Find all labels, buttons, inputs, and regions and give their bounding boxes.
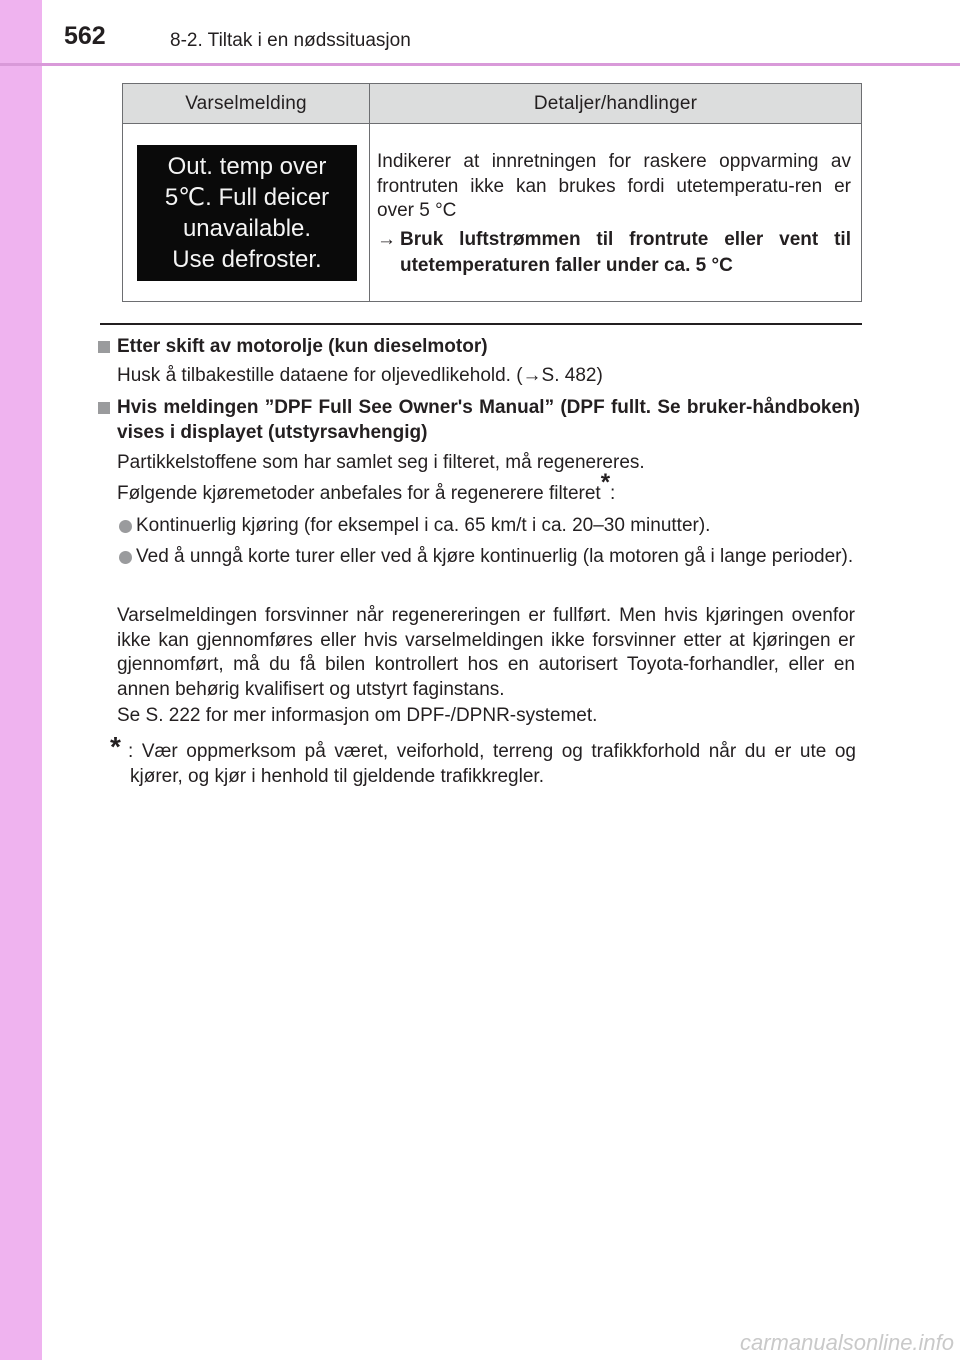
dpf-text-4: Se S. 222 for mer informasjon om DPF-/DPNR-systemet. — [117, 705, 598, 726]
page-number: 562 — [64, 22, 106, 50]
section-rule — [100, 323, 862, 325]
square-bullet-icon — [98, 402, 110, 414]
table-header-varselmelding: Varselmelding — [185, 93, 307, 114]
display-line: Use defroster. — [172, 246, 322, 273]
header-rule — [0, 63, 960, 66]
display-line: unavailable. — [182, 215, 312, 242]
dpf-text-2: Følgende kjøremetoder anbefales for å regenerere filteret — [117, 483, 601, 504]
dpf-text-2-line — [117, 468, 862, 507]
detail-text: Indikerer at innretningen for raskere oppvarming av frontruten ikke kan brukes fordi utetemperatu-ren er over 5 °C — [377, 151, 851, 221]
asterisk-mark: * — [600, 468, 611, 496]
bullet-item-1: Kontinuerlig kjøring (for eksempel i ca. 65 km/t i ca. 20–30 minutter). — [136, 515, 711, 536]
warning-table — [122, 83, 862, 302]
arrow-icon: → — [377, 229, 396, 250]
square-bullet-icon — [98, 341, 110, 353]
section-title: 8-2. Tiltak i en nødssituasjon — [170, 30, 411, 51]
action-text: Bruk luftstrømmen til frontrute eller vent til utetemperaturen faller under ca. 5 °C — [400, 229, 851, 276]
watermark: carmanualsonline.info — [740, 1330, 955, 1355]
table-header-row — [123, 84, 861, 124]
footnote-asterisk: * — [110, 731, 121, 762]
round-bullet-icon — [119, 551, 132, 564]
display-line: 5℃. Full deicer — [164, 184, 330, 211]
dpf-heading: Hvis meldingen ”DPF Full See Owner's Manual” (DPF fullt. Se bruker-håndboken) vises i displayet (utstyrsavhengig) — [117, 397, 860, 443]
oil-text: Husk å tilbakestille dataene for oljevedlikehold. (→S. 482) — [117, 365, 603, 386]
display-line: Out. temp over — [167, 153, 327, 180]
bullet-item-2: Ved å unngå korte turer eller ved å kjøre kontinuerlig (la motoren gå i lange perioder). — [136, 546, 854, 567]
table-header-details: Detaljer/handlinger — [533, 93, 698, 114]
oil-heading: Etter skift av motorolje (kun dieselmotor) — [117, 336, 488, 357]
column-divider — [369, 84, 370, 301]
detail-action — [377, 227, 851, 279]
side-color-bar — [0, 0, 42, 1360]
footnote-text: : Vær oppmerksom på været, veiforhold, terreng og trafikkforhold når du er ute og kjører, og kjør i henhold til gjeldende trafikkregler. — [128, 741, 856, 787]
dpf-text-2-colon: : — [610, 483, 616, 504]
round-bullet-icon — [119, 520, 132, 533]
display-message-image — [137, 145, 357, 281]
dpf-text-1: Partikkelstoffene som har samlet seg i filteret, må regenereres. — [117, 452, 645, 473]
dpf-text-3: Varselmeldingen forsvinner når regenereringen er fullført. Men hvis kjøringen ovenfor ikke kan gjennomføres eller hvis varselmeldingen ikke forsvinner etter at kjøringen er gjennomført, må du få bilen kontrollert hos en autorisert Toyota-forhandler, eller en annen behørig kvalifisert og utstyrt faginstans. — [117, 605, 855, 700]
